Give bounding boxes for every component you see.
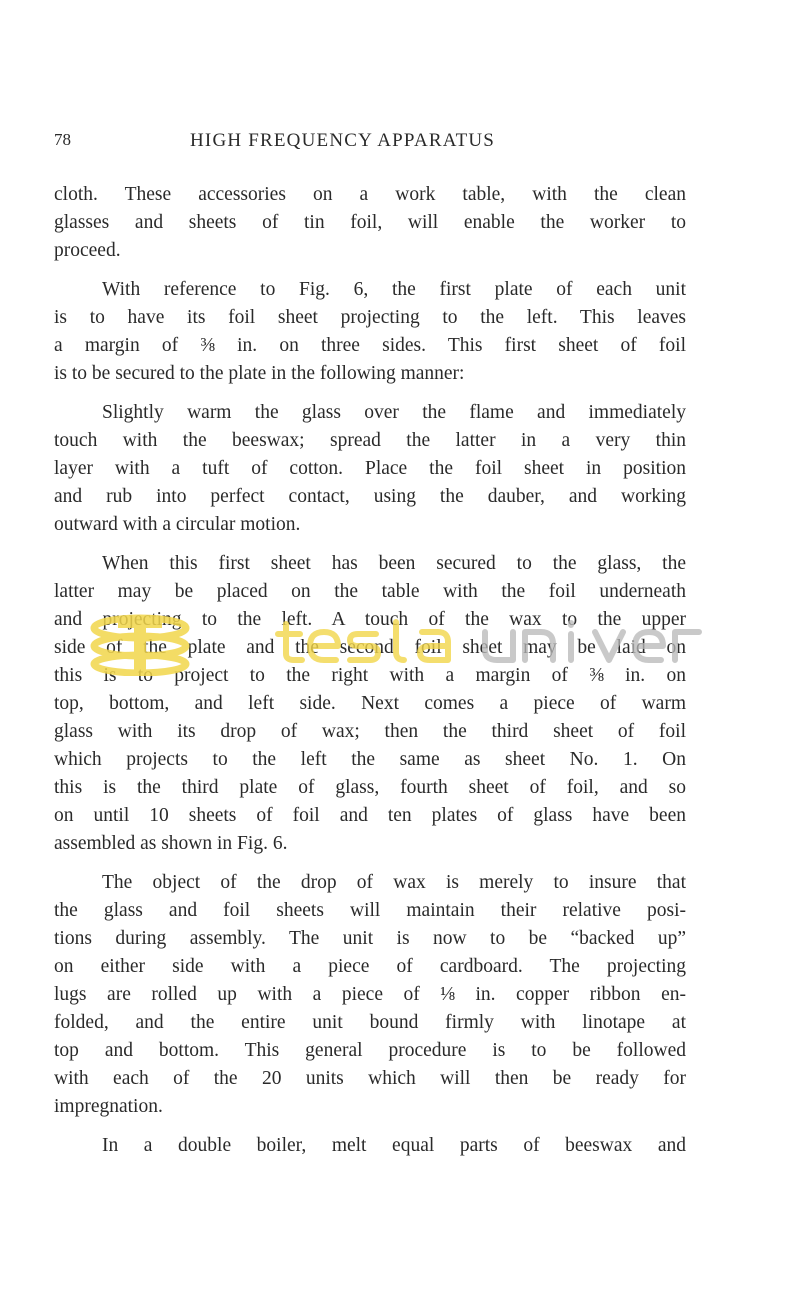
page-body bbox=[54, 181, 686, 1171]
text-line: impregnation. bbox=[54, 1096, 163, 1117]
running-header bbox=[54, 130, 686, 156]
text-line: this is to project to the right with a margin of ⅜ in. on bbox=[54, 665, 686, 686]
text-line: touch with the beeswax; spread the latter in a very thin bbox=[54, 430, 686, 451]
text-line: top, bottom, and left side. Next comes a piece of warm bbox=[54, 693, 686, 714]
paragraph bbox=[54, 550, 686, 858]
text-line: folded, and the entire unit bound firmly with linotape at bbox=[54, 1012, 686, 1033]
text-line: proceed. bbox=[54, 240, 121, 261]
text-line: top and bottom. This general procedure is to be followed bbox=[54, 1040, 686, 1061]
text-line: outward with a circular motion. bbox=[54, 514, 301, 535]
text-line: is to be secured to the plate in the following manner: bbox=[54, 363, 465, 384]
text-line: layer with a tuft of cotton. Place the foil sheet in position bbox=[54, 458, 686, 479]
running-title: HIGH FREQUENCY APPARATUS bbox=[190, 130, 496, 151]
text-line: With reference to Fig. 6, the first plate of each unit bbox=[102, 279, 686, 300]
text-line: Slightly warm the glass over the flame and immediately bbox=[102, 402, 686, 423]
text-line: which projects to the left the same as sheet No. 1. On bbox=[54, 749, 686, 770]
paragraph bbox=[54, 869, 686, 1121]
text-line: tions during assembly. The unit is now to be “backed up” bbox=[54, 928, 686, 949]
text-line: side of the plate and the second foil sheet may be laid on bbox=[54, 637, 686, 658]
text-line: is to have its foil sheet projecting to the left. This leaves bbox=[54, 307, 686, 328]
text-line: this is the third plate of glass, fourth sheet of foil, and so bbox=[54, 777, 686, 798]
text-line: cloth. These accessories on a work table, with the clean bbox=[54, 184, 686, 205]
text-line: glass with its drop of wax; then the third sheet of foil bbox=[54, 721, 686, 742]
text-line: When this first sheet has been secured to the glass, the bbox=[102, 553, 686, 574]
text-line: on either side with a piece of cardboard. The projecting bbox=[54, 956, 686, 977]
text-line: lugs are rolled up with a piece of ⅛ in. copper ribbon en- bbox=[54, 984, 686, 1005]
text-line: the glass and foil sheets will maintain their relative posi- bbox=[54, 900, 686, 921]
paragraph bbox=[54, 399, 686, 539]
paragraph bbox=[54, 276, 686, 388]
text-line: with each of the 20 units which will then be ready for bbox=[54, 1068, 686, 1089]
text-line: glasses and sheets of tin foil, will enable the worker to bbox=[54, 212, 686, 233]
text-line: In a double boiler, melt equal parts of beeswax and bbox=[102, 1135, 686, 1156]
text-line: and projecting to the left. A touch of the wax to the upper bbox=[54, 609, 686, 630]
paragraph bbox=[54, 1132, 686, 1160]
text-line: and rub into perfect contact, using the dauber, and working bbox=[54, 486, 686, 507]
text-line: latter may be placed on the table with the foil underneath bbox=[54, 581, 686, 602]
text-line: assembled as shown in Fig. 6. bbox=[54, 833, 288, 854]
paragraph bbox=[54, 181, 686, 265]
text-line: The object of the drop of wax is merely to insure that bbox=[102, 872, 686, 893]
text-line: a margin of ⅜ in. on three sides. This first sheet of foil bbox=[54, 335, 686, 356]
text-line: on until 10 sheets of foil and ten plates of glass have been bbox=[54, 805, 686, 826]
page-number: 78 bbox=[54, 130, 71, 149]
